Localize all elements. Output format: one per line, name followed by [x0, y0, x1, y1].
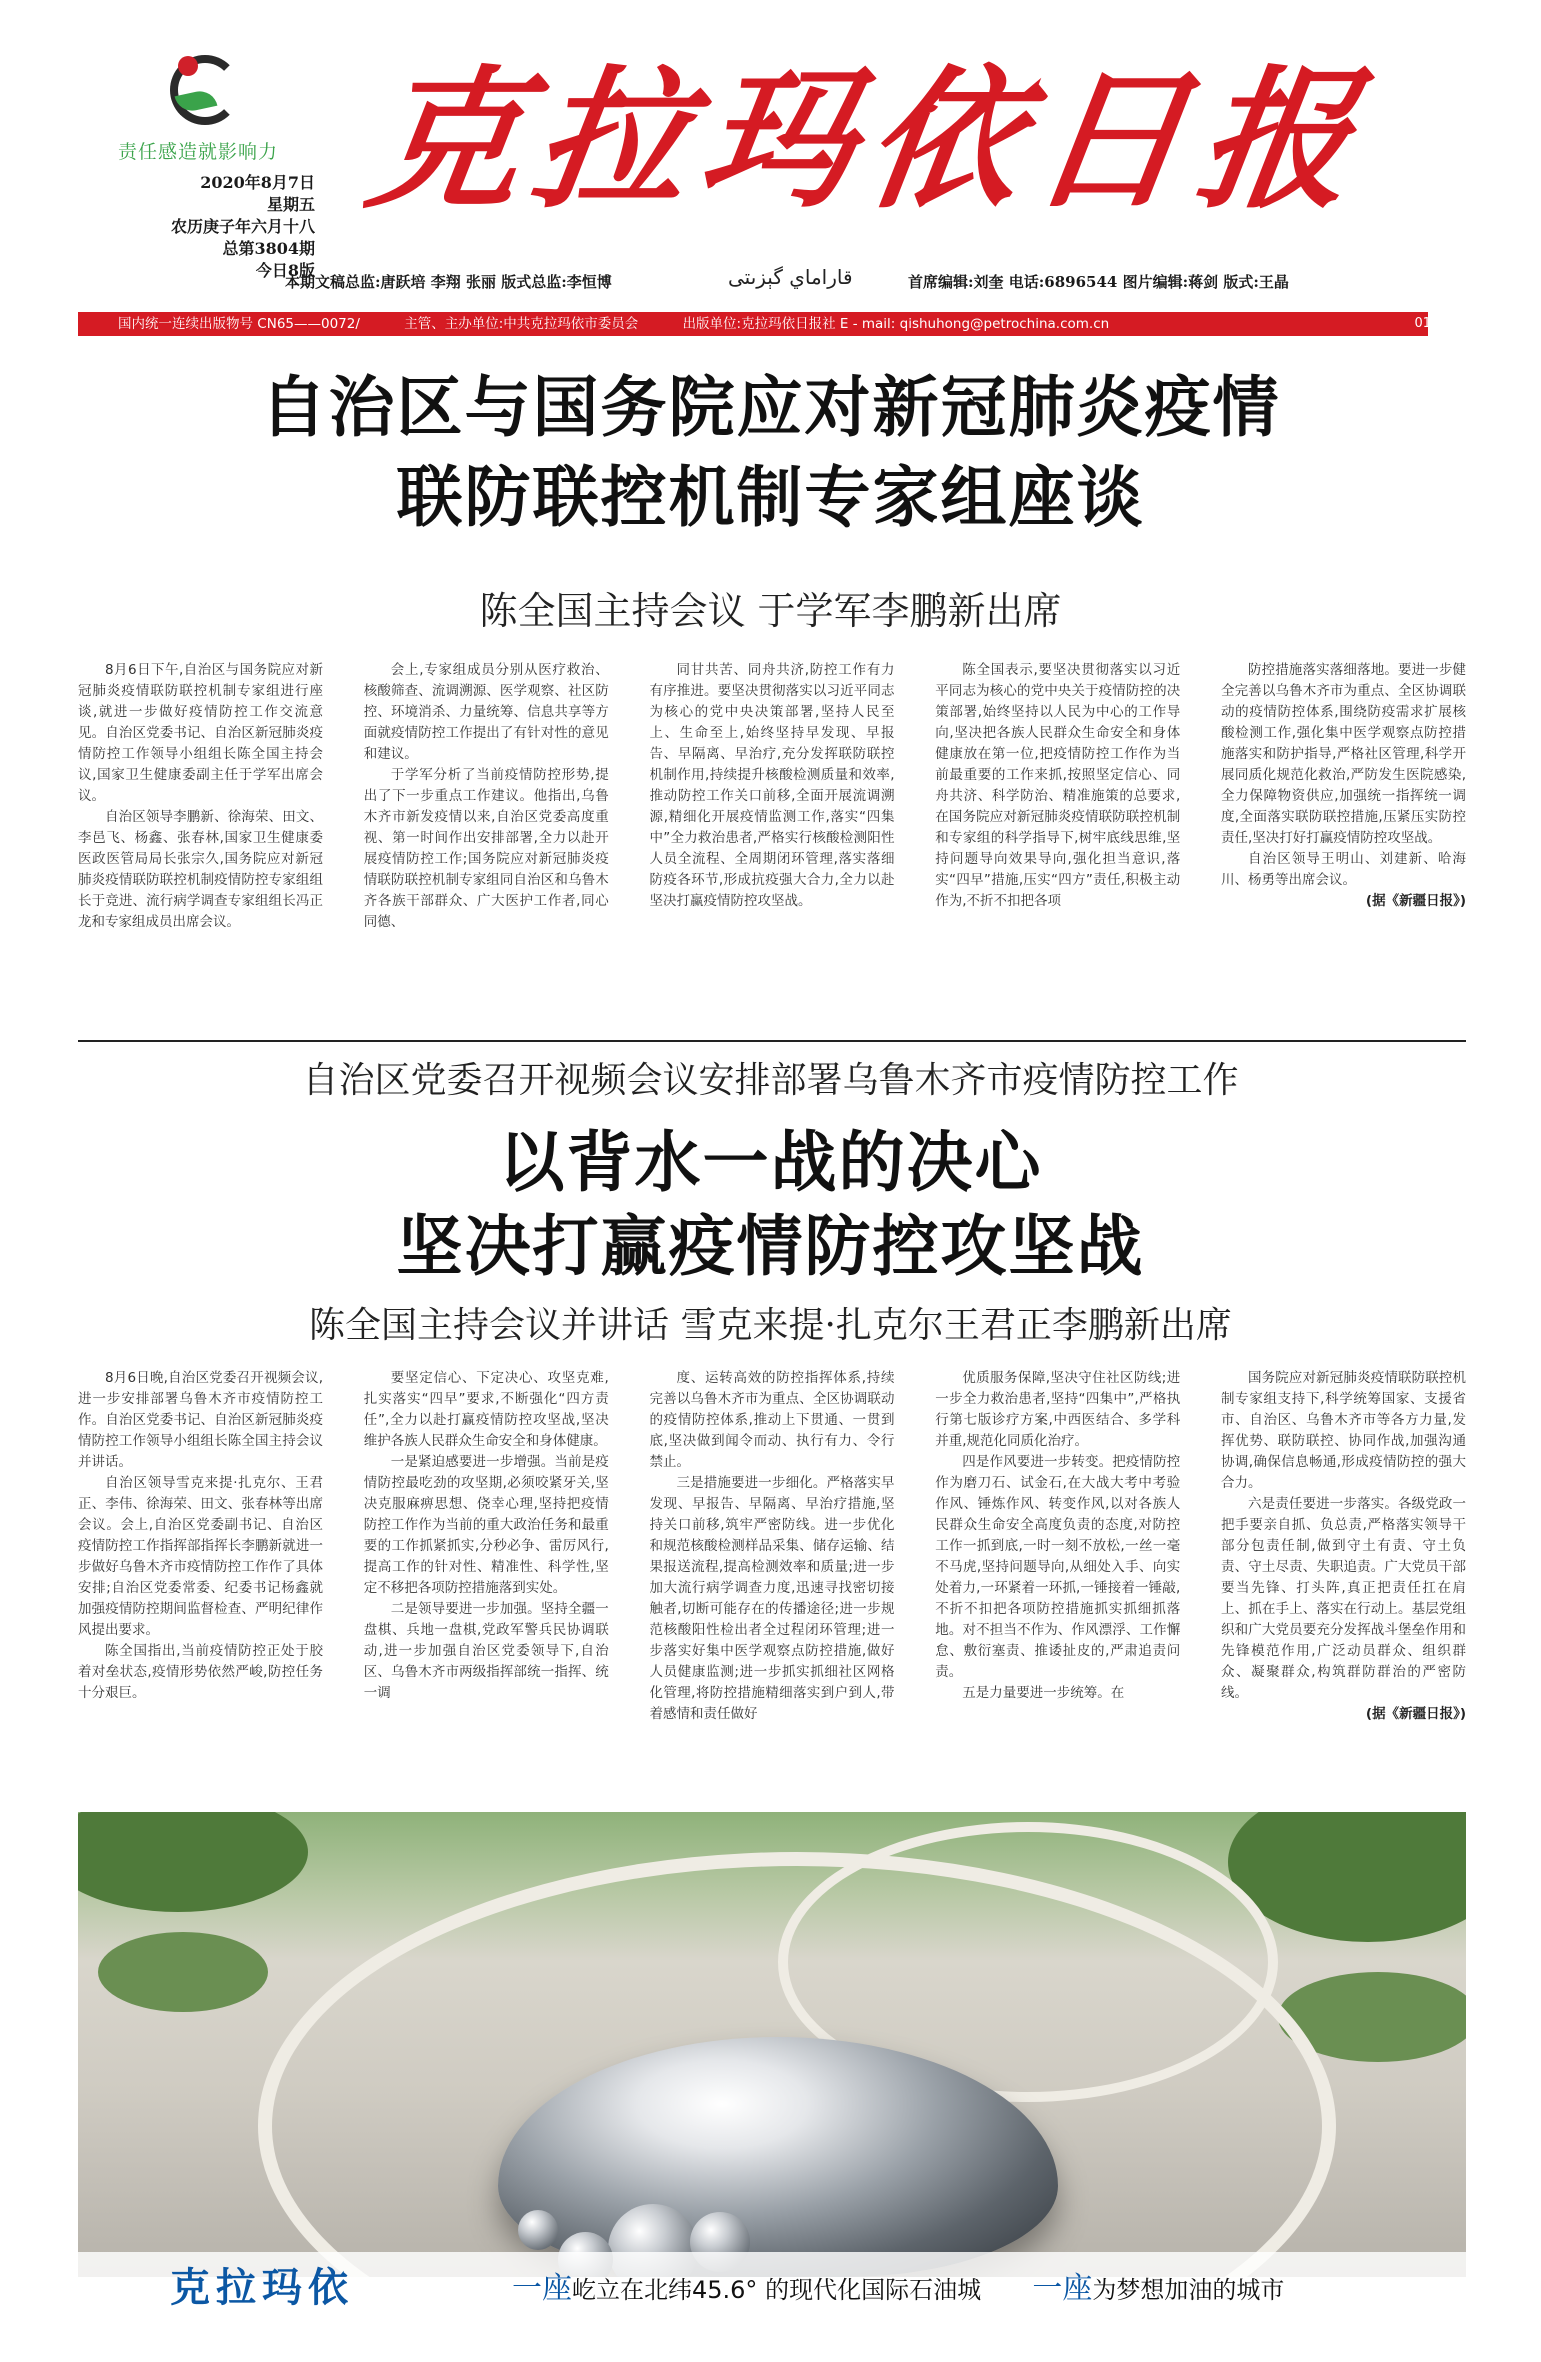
photo-steel-ball	[518, 2210, 558, 2250]
caption-highlight-2: 一座	[1032, 2271, 1093, 2306]
article1-source: (据《新疆日报》)	[1365, 893, 1466, 909]
photo-trees	[98, 1932, 268, 2012]
staff-credits-right: 首席编辑:刘奎 电话:6896544 图片编辑:蒋剑 版式:王晶	[908, 273, 1289, 291]
article2-column-1	[78, 1368, 323, 1796]
paragraph: 于学军分析了当前疫情防控形势,提出了下一步重点工作建议。他指出,乌鲁木齐市新发疫情以来,自治区党委高度重视、第一时间作出安排部署,全力以赴开展疫情防控工作;国务院应对新冠肺炎疫情联防联控机制专家组同自治区和乌鲁木齐各族干部群众、广大医护工作者,同心同德、	[363, 767, 609, 930]
article1-body	[78, 660, 1466, 1025]
weekday: 星期五	[266, 195, 315, 214]
issue-number: 总第3804期	[222, 239, 315, 258]
paragraph: 自治区领导雪克来提·扎克尔、王君正、李伟、徐海荣、田文、张春林等出席会议。会上,自治区党委副书记、自治区疫情防控工作指挥部指挥长李鹏新就进一步做好乌鲁木齐市疫情防控工作作了具体安排;自治区党委常委、纪委书记杨鑫就加强疫情防控期间监督检查、严明纪律作风提出要求。	[78, 1475, 323, 1638]
section-divider	[78, 1040, 1466, 1042]
date-block	[100, 172, 315, 282]
article2-column-2	[364, 1368, 609, 1796]
article2-kicker: 自治区党委召开视频会议安排部署乌鲁木齐市疫情防控工作	[302, 1060, 1239, 1101]
paragraph: 同甘共苦、同舟共济,防控工作有力有序推进。要坚决贯彻落实以习近平同志为核心的党中央决策部署,坚持人民至上、生命至上,始终坚持早发现、早报告、早隔离、早治疗,充分发挥联防联控机制作用,持续提升核酸检测质量和效率,推动防控工作关口前移,全面开展流调溯源,精细化开展疫情监测工作,落实“四集中”全力救治患者,严格实行核酸检测阳性人员全流程、全周期闭环管理,落实落细防疫各环节,形成抗疫强大合力,全力以赴坚决打赢疫情防控攻坚战。	[649, 662, 895, 909]
article1-column-2	[364, 660, 609, 1025]
caption-part-1: 屹立在北纬45.6° 的现代化国际石油城	[572, 2276, 982, 2304]
slogan: 责任感造就影响力	[118, 141, 279, 163]
paragraph: 四是作风要进一步转变。把疫情防控作为磨刀石、试金石,在大战大考中考验作风、锤炼作风、转变作风,以对各族人民群众生命安全高度负责的态度,对防控工作一抓到底,一时一刻不放松,一丝一毫不马虎,坚持问题导向,从细处入手、向实处着力,一环紧着一环抓,一锤接着一锤敲,不折不扣把各项防控措施抓实抓细抓落地。对不担当不作为、作风漂浮、工作懈怠、敷衍塞责、推诿扯皮的,严肃追责问责。	[935, 1454, 1181, 1680]
logo-mark-dot	[178, 56, 198, 76]
paragraph: 会上,专家组成员分别从医疗救治、核酸筛查、流调溯源、医学观察、社区防控、环境消杀、力量统筹、信息共享等方面就疫情防控工作提出了有针对性的意见和建议。	[363, 662, 609, 762]
paragraph: 六是责任要进一步落实。各级党政一把手要亲自抓、负总责,严格落实领导干部分包责任制,做到守土有责、守土负责、守土尽责、失职追责。广大党员干部要当先锋、打头阵,真正把责任扛在肩上、抓在手上、落实在行动上。基层党组织和广大党员要充分发挥战斗堡垒作用和先锋模范作用,广泛动员群众、组织群众、凝聚群众,构筑群防群治的严密防线。	[1221, 1496, 1466, 1701]
lunar-date: 农历庚子年六月十八	[170, 217, 315, 236]
article1-column-3	[650, 660, 895, 1025]
article1-headline-line2: 联防联控机制专家组座谈	[396, 459, 1145, 536]
publication-info-bar	[78, 312, 1428, 336]
page-count: 今日8版	[255, 261, 315, 280]
paragraph: 防控措施落实落细落地。要进一步健全完善以乌鲁木齐市为重点、全区协调联动的疫情防控体系,围绕防疫需求扩展核酸检测工作,强化集中医学观察点防控措施落实和防护指导,严格社区管理,科学开展同质化规范化救治,严防发生医院感染,全力保障物资供应,加强统一指挥统一调度,全面落实联防联控措施,压紧压实防控责任,坚决打好打赢疫情防控攻坚战。	[1221, 662, 1466, 846]
newspaper-title: 克拉玛依日报	[357, 50, 1379, 229]
publisher-contact: 出版单位:克拉玛依日报社 E - mail: qishuhong@petrochina.com.cn	[682, 316, 1110, 332]
staff-credits-left: 本期文稿总监:唐跃培 李翔 张丽 版式总监:李恒博	[285, 273, 612, 291]
paragraph: 8月6日晚,自治区党委召开视频会议,进一步安排部署乌鲁木齐市疫情防控工作。自治区党委书记、自治区新冠肺炎疫情防控工作领导小组组长陈全国主持会议并讲话。	[78, 1370, 323, 1470]
paragraph: 陈全国指出,当前疫情防控正处于胶着对垒状态,疫情形势依然严峻,防控任务十分艰巨。	[78, 1643, 323, 1701]
caption-highlight-1: 一座	[512, 2271, 572, 2306]
caption-city-name: 克拉玛依	[170, 2265, 354, 2311]
article2-body	[78, 1368, 1466, 1796]
photo-trees	[78, 1812, 308, 1912]
paragraph: 二是领导要进一步加强。坚持全疆一盘棋、兵地一盘棋,党政军警兵民协调联动,进一步加强自治区党委领导下,自治区、乌鲁木齐市两级指挥部统一指挥、统一调	[363, 1601, 609, 1701]
paragraph: 自治区领导王明山、刘建新、哈海川、杨勇等出席会议。	[1221, 851, 1466, 888]
paragraph: 要坚定信心、下定决心、攻坚克难,扎实落实“四早”要求,不断强化“四方责任”,全力以赴打赢疫情防控攻坚战,坚决维护各族人民群众生命安全和身体健康。	[363, 1370, 609, 1449]
article2-column-3	[650, 1368, 895, 1796]
article1-column-5	[1221, 660, 1466, 1025]
article1-headline-line1: 自治区与国务院应对新冠肺炎疫情	[260, 369, 1281, 446]
paragraph: 自治区领导李鹏新、徐海荣、田文、李邑飞、杨鑫、张春林,国家卫生健康委医政医管局局长张宗久,国务院应对新冠肺炎疫情联防联控机制疫情防控专家组组长于竞进、流行病学调查专家组组长冯正龙和专家组成员出席会议。	[78, 809, 323, 930]
article2-column-5	[1221, 1368, 1466, 1796]
uyghur-title: قاراماي گېزىتى	[728, 265, 853, 289]
paragraph: 五是力量要进一步统筹。在	[962, 1685, 1125, 1701]
paragraph: 8月6日下午,自治区与国务院应对新冠肺炎疫情联防联控机制专家组进行座谈,就进一步做好疫情防控工作交流意见。自治区党委书记、自治区新冠肺炎疫情防控工作领导小组组长陈全国主持会议,国家卫生健康委副主任于学军出席会议。	[78, 662, 323, 804]
publisher-info: 主管、主办单位:中共克拉玛依市委员会	[404, 316, 639, 332]
article1-subhead: 陈全国主持会议 于学军李鹏新出席	[479, 589, 1062, 633]
article2-column-4	[935, 1368, 1180, 1796]
caption-text	[512, 2263, 1284, 2307]
article1-column-1	[78, 660, 323, 1025]
date: 2020年8月7日	[200, 173, 315, 192]
paragraph: 一是紧迫感要进一步增强。当前是疫情防控最吃劲的攻坚期,必须咬紧牙关,坚决克服麻痹思想、侥幸心理,坚持把疫情防控工作作为当前的重大政治任务和最重要的工作抓紧抓实,分秒必争、雷厉风行,提高工作的针对性、精准性、科学性,坚定不移把各项防控措施落到实处。	[363, 1454, 609, 1596]
article1-column-4	[935, 660, 1180, 1025]
article2-subhead: 陈全国主持会议并讲话 雪克来提·扎克尔王君正李鹏新出席	[309, 1305, 1232, 1346]
caption-part-2: 为梦想加油的城市	[1092, 2276, 1285, 2304]
paragraph: 优质服务保障,坚决守住社区防线;进一步全力救治患者,坚持“四集中”,严格执行第七版诊疗方案,中西医结合、多学科并重,规范化同质化治疗。	[935, 1370, 1181, 1449]
article2-headline-line2: 坚决打赢疫情防控攻坚战	[396, 1208, 1145, 1285]
city-photo	[78, 1812, 1466, 2277]
publication-number: 国内统一连续出版物号 CN65——0072/	[118, 316, 360, 332]
paragraph: 度、运转高效的防控指挥体系,持续完善以乌鲁木齐市为重点、全区协调联动的疫情防控体系,推动上下贯通、一贯到底,坚决做到闻令而动、执行有力、令行禁止。	[649, 1370, 895, 1470]
article2-source: (据《新疆日报》)	[1365, 1706, 1466, 1722]
page-number: 01	[1414, 316, 1431, 331]
paragraph: 三是措施要进一步细化。严格落实早发现、早报告、早隔离、早治疗措施,坚持关口前移,筑牢严密防线。进一步优化和规范核酸检测样品采集、储存运输、结果报送流程,提高检测效率和质量;进一步加大流行病学调查力度,迅速寻找密切接触者,切断可能存在的传播途径;进一步规范核酸阳性检出者全过程闭环管理;进一步落实好集中医学观察点防控措施,做好人员健康监测;进一步抓实抓细社区网格化管理,将防控措施精细落实到户到人,带着感情和责任做好	[649, 1475, 895, 1722]
paragraph: 陈全国表示,要坚决贯彻落实以习近平同志为核心的党中央关于疫情防控的决策部署,始终坚持以人民为中心的工作导向,坚决把各族人民群众生命安全和身体健康放在第一位,把疫情防控工作作为当前最重要的工作来抓,按照坚定信心、同舟共济、科学防治、精准施策的总要求,在国务院应对新冠肺炎疫情联防联控机制和专家组的科学指导下,树牢底线思维,坚持问题导向效果导向,强化担当意识,落实“四早”措施,压实“四方”责任,积极主动作为,不折不扣把各项	[935, 662, 1181, 909]
paragraph: 国务院应对新冠肺炎疫情联防联控机制专家组支持下,科学统筹国家、支援省市、自治区、乌鲁木齐市等各方力量,发挥优势、联防联控、协同作战,加强沟通协调,确保信息畅通,形成疫情防控的强大合力。	[1221, 1370, 1466, 1491]
article2-headline-line1: 以背水一战的决心	[498, 1124, 1043, 1201]
